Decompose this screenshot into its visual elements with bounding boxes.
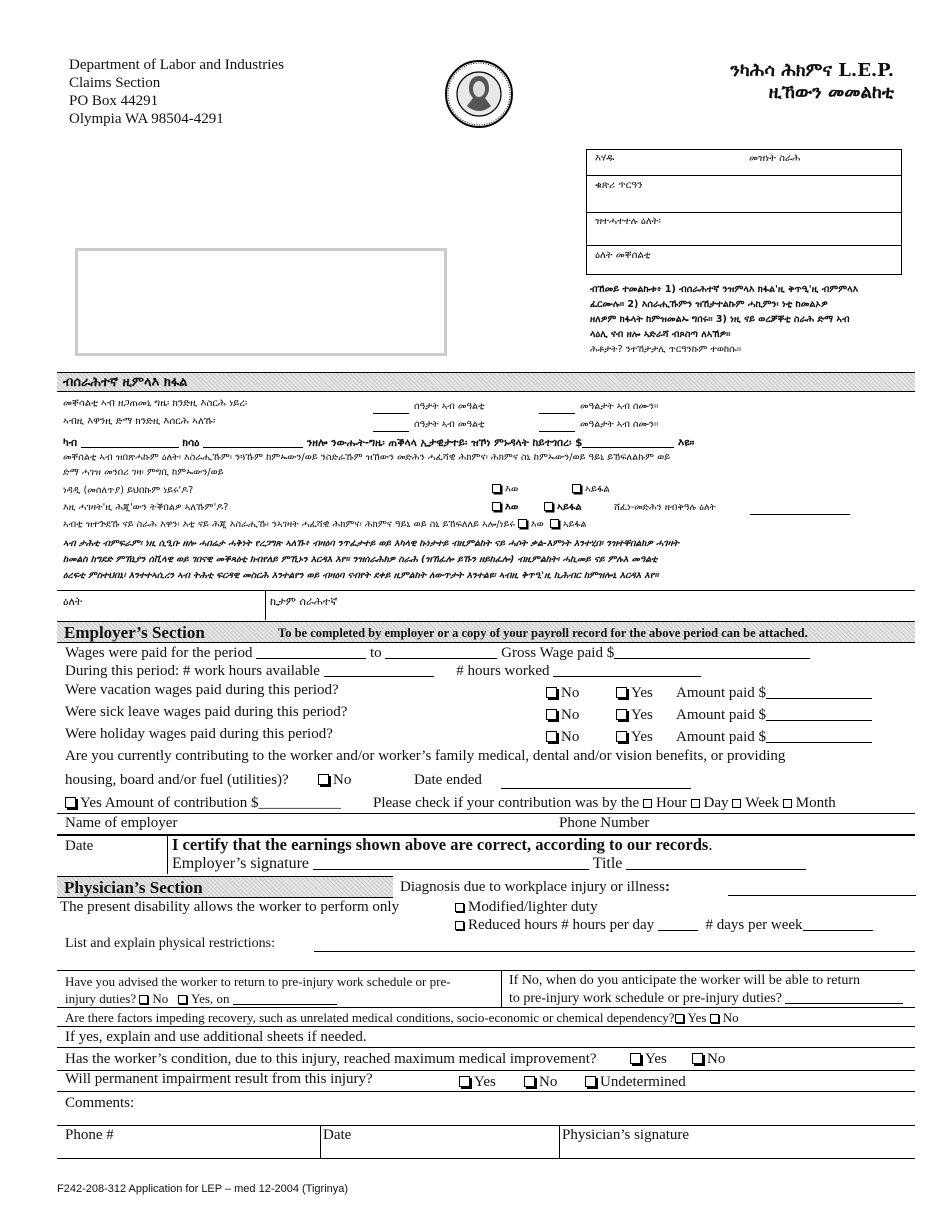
permanent-undetermined-option[interactable]	[585, 1074, 686, 1091]
question-line: Have you advised the worker to return to pre-injury work schedule or pre-	[65, 974, 451, 989]
contribution-question: Are you currently contributing to the worker and/or worker’s family medical, dental and/or vision benefits, or providing	[65, 748, 786, 764]
wage-period-to-field[interactable]	[385, 646, 497, 659]
still-yes-option[interactable]	[492, 502, 518, 513]
form-title	[730, 60, 894, 104]
yes-label: Yes	[631, 729, 653, 745]
checkbox-icon	[518, 519, 527, 528]
permanent-yes-option[interactable]	[459, 1074, 496, 1091]
reduced-hours-label: Reduced hours # hours per day	[468, 917, 655, 933]
address-line: Department of Labor and Industries	[69, 57, 284, 73]
employer-pays-no-option[interactable]	[550, 519, 587, 530]
checkbox-icon	[139, 995, 148, 1004]
employer-name-field[interactable]: Name of employer	[65, 815, 178, 831]
sick-leave-question: Were sick leave wages paid during this period?	[65, 704, 348, 720]
reduced-hours-option[interactable]	[455, 917, 873, 934]
wage-period-line	[65, 645, 810, 662]
claim-field-unit[interactable]: እሃዱ	[595, 153, 615, 164]
physician-date-field[interactable]: Date	[323, 1127, 352, 1143]
question-text: ኣብቲ ዝተጕደኹ ናይ ስራሕ እዋን፡ እቲ ናይ ሕጂ እስራሒኹ፡ ንኣገዛት ሓፈሻዊ ሕክምና፡ ሕክምና ዓይኒ ወይ ስኒ ይኸፍለለይ ኣሎ/ነይሩ	[63, 519, 515, 530]
date-ended-label: Date ended	[414, 772, 482, 788]
checkbox-icon	[710, 1014, 719, 1023]
instruction-line: ላዕሊ ናብ ዘሎ ኣድራሻ ብጾስጣ ለኣኽዎ።	[590, 329, 731, 340]
no-label: ኣይፋል	[562, 519, 587, 530]
checkbox-icon	[178, 995, 187, 1004]
hours-worked-label: # hours worked	[456, 663, 550, 679]
days-per-week-field[interactable]	[803, 918, 873, 931]
declaration-line: ኣብ ታሕቲ ብምፍራም፡ ነዚ ሲዒቡ ዘሎ ሓበሬታ ሓቅነት የረጋግጽ ኣለኹ፥ ብዛዕባ ንጥፈታተይ ወይ እካላዊ ኩነታተይ ብዚምልከት ናይ ሓሶት ቃል-እምነት እንተሂበ፡ ንዝተቐበልክዎ ሓገዛት	[63, 538, 679, 549]
factors-no-option[interactable]	[710, 1010, 739, 1025]
anticipated-return-question	[509, 972, 903, 1008]
wage-period-from-field[interactable]	[256, 646, 366, 659]
earnings-suffix: እዩ።	[678, 437, 695, 449]
day-label: Day	[703, 795, 729, 811]
worker-still-receiving-question: እዚ ሓገዛት'ዚ ሕጂ'ውን ትቕበልዎ ኣለኹም'ዶ?	[63, 502, 229, 513]
gross-earnings-field[interactable]	[582, 435, 674, 448]
yes-label: Yes	[474, 1074, 496, 1090]
checkbox-icon	[65, 797, 76, 808]
days-per-week-label: መዓልታት ኣብ ሰሙን።	[580, 419, 659, 430]
hour-label: Hour	[655, 795, 687, 811]
worker-benefits-question: መቐሰልቲ ኣብ ዝበጽሓኩም ዕለት፡ እስራሒኹም፡ ንጓኹም ከምኡውን/ወይ ንስድራኹም ዝኸውን መድሕን ሓፈሻዊ ሕክምና፡ ሕክምና ስኒ ከምኡውን/ወይ ዓይኒ ይኽፍለልኩም ወይ	[63, 452, 671, 463]
period-from-field[interactable]	[81, 435, 179, 448]
hours-per-day-now-field[interactable]	[373, 419, 409, 432]
days-per-week-before-field[interactable]	[539, 401, 575, 414]
checkbox-icon	[546, 709, 557, 720]
employer-date-field[interactable]: Date	[65, 838, 94, 854]
checkbox-icon	[492, 502, 501, 511]
vacation-amount-field[interactable]	[766, 686, 872, 699]
checkbox-icon	[492, 484, 501, 493]
diagnosis-field[interactable]	[728, 883, 916, 896]
employer-section-title: Employer’s Section	[64, 623, 205, 642]
worker-benefits-question-cont: ድማ ሓገዝ መንበሪ ገዛ፡ ምግቢ ከምኡውን/ወይ	[63, 467, 224, 478]
question-line-2	[509, 990, 903, 1008]
mmi-yes-option[interactable]	[630, 1051, 667, 1068]
physician-phone-field[interactable]: Phone #	[65, 1127, 114, 1143]
claim-info-box	[586, 149, 902, 275]
no-label: ኣይፋል	[585, 484, 610, 495]
worker-employer-pays-question	[63, 519, 587, 530]
question-line: If No, when do you anticipate the worker will be able to return	[509, 973, 861, 988]
employer-section-header	[57, 621, 915, 643]
employer-title-field[interactable]	[626, 857, 806, 870]
work-hours-line	[65, 663, 701, 680]
checkbox-icon	[544, 502, 553, 511]
no-label: No	[561, 707, 580, 723]
claim-field-injury-date[interactable]: ዕለት መቐሰልቲ	[595, 250, 651, 261]
amount-label: Amount paid $	[676, 707, 766, 723]
physician-section-header	[57, 876, 393, 898]
no-label: No	[722, 1010, 739, 1025]
impediments-question	[65, 1010, 739, 1026]
employer-section-note: To be completed by employer or a copy of your payroll record for the above period can be attached.	[278, 626, 808, 640]
employer-signature-line	[172, 855, 806, 873]
address-line: Claims Section	[69, 75, 161, 91]
advised-date-field[interactable]	[233, 994, 337, 1005]
question-text: Are there factors impeding recovery, such as unrelated medical conditions, socio-economic or chemical dependency?	[65, 1010, 675, 1025]
checkbox-icon	[572, 484, 581, 493]
sick-amount	[676, 707, 872, 724]
address-line: PO Box 44291	[69, 93, 159, 109]
hours-available-label: During this period: # work hours available	[65, 663, 320, 679]
certification-statement	[172, 835, 712, 855]
yes-on-label: Yes, on	[191, 991, 230, 1006]
instruction-line: ብኸመይ ተመልኩቱ፥ 1) ብሰራሕተኛ ንዝምላእ ክፋል'ዚ ቅጥዒ'ዚ ብምምላእ	[590, 284, 859, 295]
checkbox-icon	[455, 903, 464, 912]
checkbox-icon	[459, 1076, 470, 1087]
contribution-amount-label: Yes Amount of contribution $___________	[80, 795, 341, 811]
gross-wage-field[interactable]	[614, 646, 810, 659]
permanent-no-option[interactable]	[524, 1074, 557, 1091]
checkbox-icon	[692, 1053, 703, 1064]
coverage-end-field[interactable]	[750, 502, 850, 515]
gross-wage-label: Gross Wage paid $	[501, 645, 615, 661]
worker-hours-before: መቐሳልቲ ኣብ ዘጋጠመኒ ግዜ፡ ክንድዚ እስርሕ ነይረ፡	[63, 398, 248, 409]
period-mark: .	[708, 835, 713, 854]
date-ended-field[interactable]	[501, 776, 691, 789]
coverage-end-label: ሸፈነ-መድሕን ዘብቅዓሉ ዕለት	[614, 502, 716, 513]
wage-period-label: Wages were paid for the period	[65, 645, 253, 661]
fuel-yes-option[interactable]	[492, 484, 518, 495]
title-label: Title	[592, 855, 623, 872]
mailing-address	[69, 56, 284, 128]
certify-text: I certify that the earnings shown above are correct, according to our records	[172, 835, 709, 854]
worker-fuel-question: ነዳዲ (መሰለጥያ) ይህበኩም ነይሩ'ዶ?	[63, 485, 194, 496]
employer-signature-label: Employer’s signature	[172, 855, 310, 872]
factors-yes-option[interactable]	[675, 1010, 707, 1025]
sick-no-option[interactable]	[546, 707, 579, 724]
comments-field[interactable]: Comments:	[65, 1095, 135, 1111]
physician-signature-field[interactable]: Physician’s signature	[562, 1127, 690, 1143]
mmi-no-option[interactable]	[692, 1051, 725, 1068]
claim-field-number[interactable]: ቁጽሪ ጥርዓን	[595, 180, 643, 191]
vacation-question: Were vacation wages paid during this period?	[65, 682, 339, 698]
yes-label: እወ	[505, 502, 519, 513]
declaration-line: ዕረፍቲ ምስተህበኒ፡ እንተተኣሲረን ኣብ ትሕቲ ፍርዳዊ መስርሕ እንተልየን ወይ ብዛዕባ ናብየት ደቀይ ዚምልከት ለውጥታት እንተልዩ፡ ኣብዚ ቅጥዒ'ዚ ኪሕብር ከምዝሎኒ እርዳእ እየ።	[63, 570, 659, 581]
yes-label: Yes	[631, 707, 653, 723]
no-label: No	[333, 772, 352, 788]
holiday-amount	[676, 729, 872, 746]
physician-section-title: Physician’s Section	[64, 878, 203, 897]
hours-per-day-label: ሰዓታት ኣብ መዓልቲ	[414, 401, 485, 412]
worker-signature-field[interactable]: ኪታም ሰራሕተኛ	[270, 595, 338, 608]
period-to-field[interactable]	[203, 435, 303, 448]
employer-phone-field[interactable]: Phone Number	[559, 815, 650, 831]
vacation-yes-option[interactable]	[616, 685, 653, 702]
hours-worked-field[interactable]	[553, 664, 701, 677]
mmi-question: Has the worker’s condition, due to this injury, reached maximum medical improvement?	[65, 1051, 597, 1067]
no-label: ኣይፋል	[557, 502, 582, 513]
instruction-line: ሕቶታት? ንተኸታታሊ ጥርዓንኩም ተወከሱ።	[590, 344, 742, 355]
title-line: ንካሕሳ ሕክምና L.E.P.	[730, 60, 894, 81]
no-label: No	[561, 729, 580, 745]
advised-no-option[interactable]	[139, 991, 168, 1006]
month-label: Month	[795, 795, 836, 811]
modified-duty-option[interactable]	[455, 899, 598, 916]
yes-label: Yes	[631, 685, 653, 701]
form-footer: F242-208-312 Application for LEP – med 12-2004 (Tigrinya)	[57, 1183, 349, 1195]
state-seal-icon	[445, 60, 513, 128]
no-label: No	[539, 1074, 558, 1090]
to-label: to	[369, 645, 382, 661]
address-window	[75, 248, 447, 356]
explain-factors-field[interactable]: If yes, explain and use additional sheets if needed.	[65, 1029, 367, 1045]
holiday-question: Were holiday wages paid during this period?	[65, 726, 333, 742]
checkbox-icon	[546, 687, 557, 698]
holiday-no-option[interactable]	[546, 729, 579, 746]
hours-per-day-field[interactable]	[658, 918, 698, 931]
to-label: ክሳዕ	[182, 437, 200, 449]
checkbox-icon	[455, 921, 464, 930]
frequency-week-option[interactable]	[732, 795, 779, 811]
days-per-week-now-field[interactable]	[539, 419, 575, 432]
checkbox-icon	[630, 1053, 641, 1064]
checkbox-icon	[546, 731, 557, 742]
fuel-no-option[interactable]	[572, 484, 610, 495]
checkbox-icon	[616, 731, 627, 742]
checkbox-icon	[524, 1076, 535, 1087]
worker-section-title: ብሰራሕተኛ ዚምላእ ክፋል	[63, 375, 188, 390]
amount-label: Amount paid $	[676, 729, 766, 745]
frequency-day-option[interactable]	[691, 795, 729, 811]
yes-label: እወ	[505, 484, 519, 495]
present-disability-label: The present disability allows the worker to perform only	[60, 899, 400, 915]
contribution-yes-option[interactable]	[65, 795, 341, 812]
instruction-line: ዘለዎም ክፋላት ከምዝመልኡ ግበሩ። 3) ነዚ ናይ ወረቓቐቲ ስራሕ ድማ ኣብ	[590, 314, 850, 325]
checkbox-icon	[783, 799, 792, 808]
question-text: to pre-injury work schedule or pre-injury duties?	[509, 991, 782, 1006]
checkbox-icon	[643, 799, 652, 808]
employer-signature-field[interactable]	[313, 857, 589, 870]
diagnosis-label: Diagnosis due to workplace injury or illness:	[400, 879, 670, 895]
gross-earnings-label: ንዘሎ ንውሑት-ግዜ፡ ጠቕላላ ኢታዊታተይ፡ ዝኾነ ምኑዳላት ከይተጎበረ፡ $	[306, 437, 583, 449]
checkbox-icon	[318, 774, 329, 785]
permanent-impairment-question: Will permanent impairment result from this injury?	[65, 1071, 373, 1087]
checkbox-icon	[585, 1076, 596, 1087]
modified-duty-label: Modified/lighter duty	[468, 899, 598, 915]
checkbox-icon	[675, 1014, 684, 1023]
claim-field-requested-date[interactable]: ዝተሓተተሉ ዕለት፡	[595, 216, 661, 227]
holiday-amount-field[interactable]	[766, 730, 872, 743]
frequency-month-option[interactable]	[783, 795, 836, 811]
from-label: ካብ	[63, 437, 78, 449]
vacation-no-option[interactable]	[546, 685, 579, 702]
holiday-yes-option[interactable]	[616, 729, 653, 746]
worker-earnings-line	[63, 435, 694, 450]
diagnosis-text: Diagnosis due to workplace injury or illness	[400, 879, 665, 895]
hours-available-field[interactable]	[324, 664, 434, 677]
employer-pays-yes-option[interactable]	[518, 519, 544, 530]
hours-per-day-before-field[interactable]	[373, 401, 409, 414]
vacation-amount	[676, 685, 872, 702]
restrictions-label: List and explain physical restrictions:	[65, 936, 275, 951]
days-per-week-label: መዓልታት ኣብ ሰሙን።	[580, 401, 659, 412]
checkbox-icon	[616, 687, 627, 698]
hours-per-day-label: ሰዓታት ኣብ መዓልቲ	[414, 419, 485, 430]
worker-declaration	[63, 536, 679, 584]
contribution-frequency	[373, 795, 836, 812]
housing-no-option[interactable]	[318, 772, 351, 789]
amount-label: Amount paid $	[676, 685, 766, 701]
housing-question: housing, board and/or fuel (utilities)?	[65, 772, 289, 788]
worker-section-header	[57, 372, 915, 392]
frequency-label: Please check if your contribution was by the	[373, 795, 640, 811]
advised-yes-option[interactable]	[178, 991, 229, 1006]
frequency-hour-option[interactable]	[643, 795, 687, 811]
checkbox-icon	[691, 799, 700, 808]
anticipated-date-field[interactable]	[785, 993, 903, 1004]
instruction-line: ፈርሙሉ። 2) እሰራሒኹምን ዝኸታተልኩም ሓኪምን፡ ነቲ ከመልኦዎ	[590, 299, 828, 310]
sick-amount-field[interactable]	[766, 708, 872, 721]
no-label: No	[707, 1051, 726, 1067]
claim-field-job[interactable]: መዝነት ስራሕ	[749, 153, 801, 164]
yes-label: እወ	[530, 519, 544, 530]
declaration-line: ከመልስ ከግደድ ምኽኒያን ሰቪላዊ ወይ ገበናዊ መቕጻዕቲ ክብየለይ ምኺኑን እርዳእ እየ። ንዝሰራሕክዎ ስራሕ (ዝኸፈሎ ይኹን ዘይከፈሎ) ብዚምልከት፡ ሓኪመይ ናይ ምሉእ መዓልቲ	[63, 554, 658, 565]
sick-yes-option[interactable]	[616, 707, 653, 724]
days-per-week-label: # days per week	[705, 917, 803, 933]
title-line: ዚኸውን መመልከቲ	[768, 82, 894, 103]
undetermined-label: Undetermined	[600, 1074, 686, 1090]
yes-label: Yes	[687, 1010, 707, 1025]
still-no-option[interactable]	[544, 502, 582, 513]
address-line: Olympia WA 98504-4291	[69, 111, 224, 127]
checkbox-icon	[616, 709, 627, 720]
advised-return-question	[65, 973, 451, 1007]
question-text: injury duties?	[65, 991, 137, 1006]
no-label: No	[152, 991, 169, 1006]
checkbox-icon	[732, 799, 741, 808]
yes-label: Yes	[645, 1051, 667, 1067]
worker-hours-now: ኣብዚ እዋንዚ ድማ ክንድዚ እሰርሕ ኣለኹ፡	[63, 416, 216, 427]
no-label: No	[561, 685, 580, 701]
instructions	[590, 282, 858, 357]
week-label: Week	[745, 795, 780, 811]
question-line-2	[65, 990, 451, 1007]
checkbox-icon	[550, 519, 559, 528]
worker-date-field[interactable]: ዕለት	[63, 595, 83, 608]
